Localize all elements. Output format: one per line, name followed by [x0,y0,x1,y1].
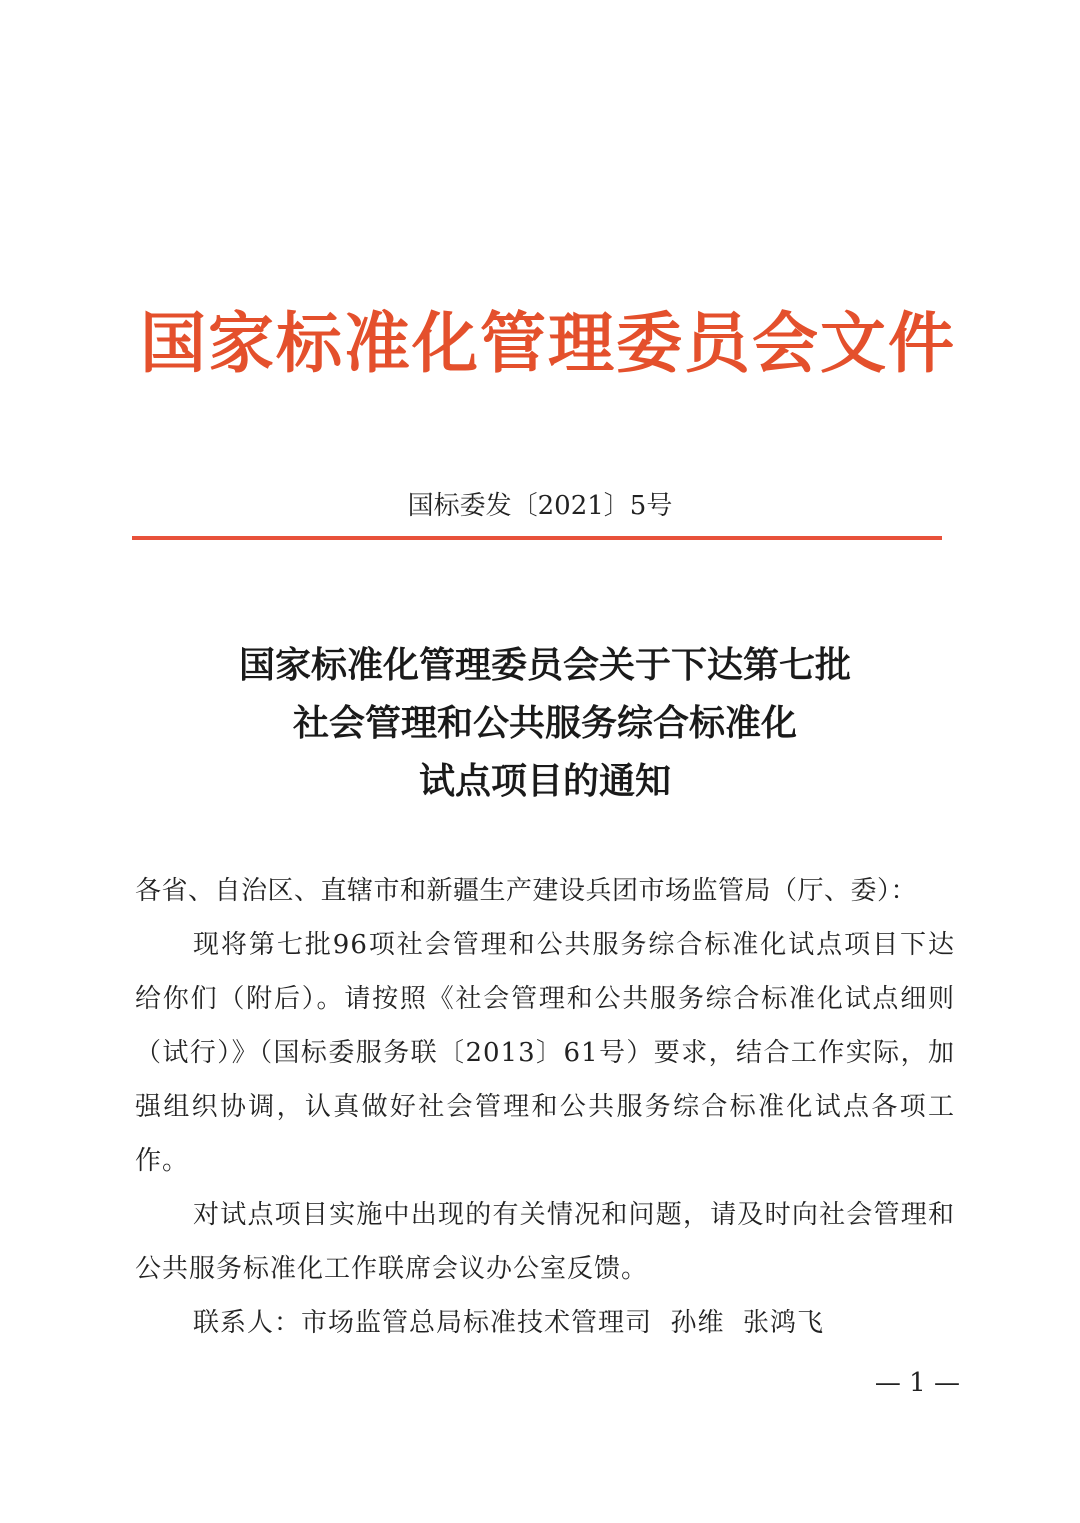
contact-line: 联系人：市场监管总局标准技术管理司 孙维 张鸿飞 [193,1308,825,1338]
body-paragraph-1: 现将第七批96项社会管理和公共服务综合标准化试点项目下达给你们（附后）。请按照《社会管理和公共服务综合标准化试点细则（试行）》（国标委服务联〔2013〕61号）要求，结合工作实际，加强组织协调，认真做好社会管理和公共服务综合标准化试点各项工作。 [135,930,955,1176]
title-line-2: 社会管理和公共服务综合标准化 [292,702,797,744]
document-number: 国标委发〔2021〕5号 [407,491,673,521]
document-body [135,864,955,1350]
document-title [140,636,950,810]
title-line-3: 试点项目的通知 [418,760,671,802]
red-divider-line [132,536,942,540]
title-line-1: 国家标准化管理委员会关于下达第七批 [238,644,851,686]
addressee: 各省、自治区、直辖市和新疆生产建设兵团市场监管局（厅、委）： [135,876,918,906]
page-number: — 1 — [874,1368,960,1398]
document-masthead: 国家标准化管理委员会文件 [140,304,956,382]
body-paragraph-2: 对试点项目实施中出现的有关情况和问题，请及时向社会管理和公共服务标准化工作联席会议办公室反馈。 [135,1200,955,1284]
